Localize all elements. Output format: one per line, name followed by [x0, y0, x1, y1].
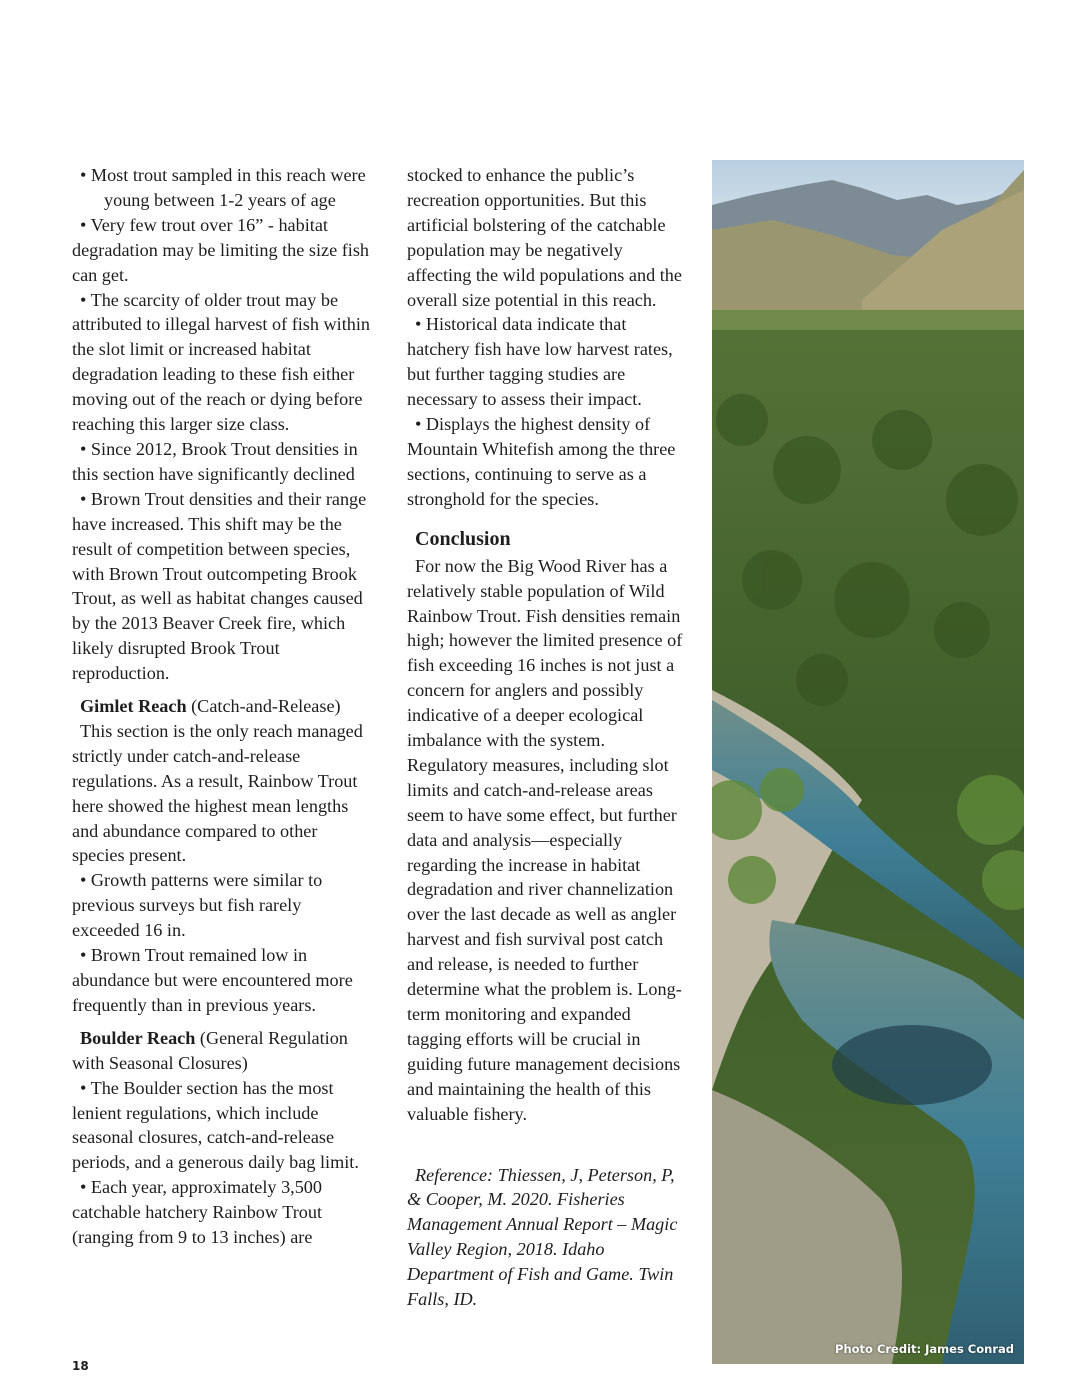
boulder-heading [72, 1026, 370, 1076]
photo-credit: Photo Credit: James Conrad [835, 1342, 1014, 1356]
gimlet-paragraph: This section is the only reach managed strictly under catch-and-release regulations. As a result, Rainbow Trout here showed the highest mean lengths and abundance compared to other species present. [72, 720, 363, 866]
bullet-brook-trout-decline: • Since 2012, Brook Trout densities in this section have significantly declined [72, 438, 358, 484]
stocking-paragraph: stocked to enhance the public’s recreation opportunities. But this artificial bolstering of the catchable population may be negatively affecting the wild populations and the overall size potential in this reach. [407, 165, 682, 310]
bullet-boulder-regulations: • The Boulder section has the most lenient regulations, which include seasonal closures, catch-and-release periods, and a generous daily bag limit. [72, 1077, 359, 1173]
bullet-hatchery-stocking: • Each year, approximately 3,500 catchable hatchery Rainbow Trout (ranging from 9 to 13 inches) are [72, 1177, 323, 1248]
bullet-growth-patterns: • Growth patterns were similar to previous surveys but fish rarely exceeded 16 in. [72, 870, 323, 941]
river-valley-photo [712, 160, 1024, 1364]
bullet-historical-data: • Historical data indicate that hatchery fish have low harvest rates, but further tagging studies are necessary to assess their impact. [407, 314, 673, 410]
text-column-middle [407, 163, 689, 1312]
conclusion-paragraph: For now the Big Wood River has a relatively stable population of Wild Rainbow Trout. Fish densities remain high; however the limited presence of fish exceeding 16 inches is not just a concern for anglers and possibly indicative of a deeper ecological imbalance with the system. Regulatory measures, including slot limits and catch-and-release areas seem to have some effect, but further data and analysis—especially regarding the increase in habitat degradation and river channelization over the last decade as well as angler harvest and fish survival post catch and release, is needed to further determine what the problem is. Long-term monitoring and expanded tagging efforts will be crucial in guiding future management decisions and maintaining the health of this valuable fishery. [407, 555, 683, 1124]
gimlet-reach-title: Gimlet Reach [80, 696, 187, 717]
river-photo-illustration [712, 160, 1024, 1364]
bullet-brown-trout-increase: • Brown Trout densities and their range have increased. This shift may be the result of competition between species, with Brown Trout outcompeting Brook Trout, as well as habitat changes caused by the 2013 Beaver Creek fire, which likely disrupted Brook Trout reproduction. [72, 488, 367, 684]
bullet-brown-trout-low: • Brown Trout remained low in abundance but were encountered more frequently than in previous years. [72, 945, 353, 1015]
page-number: 18 [72, 1359, 89, 1373]
text-column-left [72, 163, 370, 1250]
boulder-reach-title: Boulder Reach [80, 1027, 196, 1048]
reference-citation: Reference: Thiessen, J, Peterson, P, & Cooper, M. 2020. Fisheries Management Annual Report – Magic Valley Region, 2018. Idaho Department of Fish and Game. Twin Falls, ID. [407, 1164, 678, 1310]
boulder-reach-subtitle: (General Regulation with Seasonal Closures) [72, 1027, 348, 1073]
conclusion-heading: Conclusion [415, 527, 511, 550]
bullet-young-trout: • Most trout sampled in this reach were young between 1-2 years of age [80, 165, 366, 210]
gimlet-heading [72, 694, 370, 719]
bullet-scarcity-older-trout: • The scarcity of older trout may be attributed to illegal harvest of fish within the slot limit or increased habitat degradation leading to these fish either moving out of the reach or dying before reaching this larger size class. [72, 289, 371, 435]
gimlet-reach-subtitle: (Catch-and-Release) [186, 696, 341, 717]
bullet-mountain-whitefish: • Displays the highest density of Mountain Whitefish among the three sections, continuing to serve as a stronghold for the species. [407, 414, 676, 509]
bullet-few-large-trout: • Very few trout over 16” - habitat degradation may be limiting the size fish can get. [72, 214, 369, 285]
